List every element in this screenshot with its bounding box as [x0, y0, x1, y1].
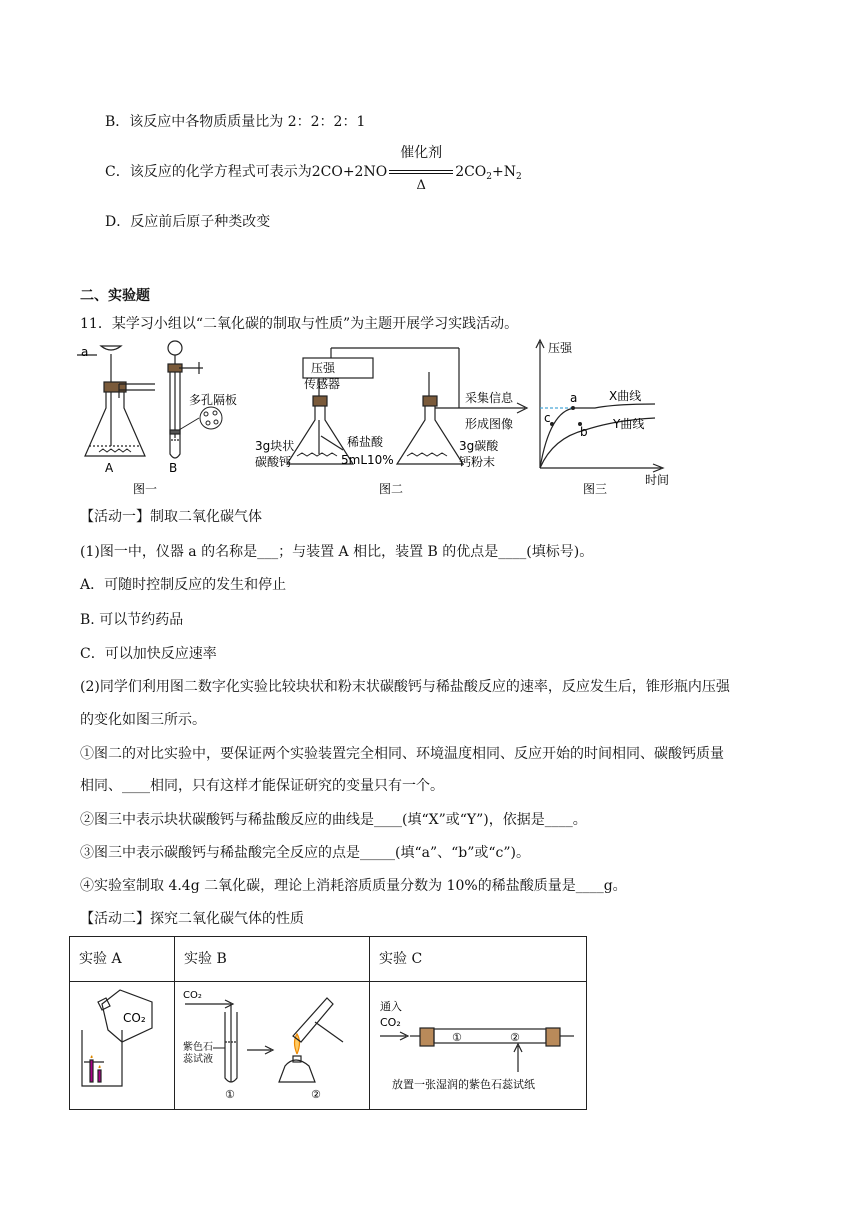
- exp-c-in-1: 通入: [380, 1000, 402, 1013]
- exp-c-num2: ②: [510, 1031, 520, 1044]
- question-2-2: ②图三中表示块状碳酸钙与稀盐酸反应的曲线是____(填“X”或“Y”)，依据是____。: [80, 812, 587, 828]
- exp-c-num1: ①: [452, 1031, 462, 1044]
- equation-line-top: [389, 170, 453, 171]
- reaction-condition: [387, 145, 455, 193]
- exp-c-svg: [370, 982, 586, 1105]
- header-exp-c: 实验 C: [370, 937, 587, 982]
- sensor-label-1: 压强: [311, 361, 336, 375]
- left-label-1: 3g块状: [255, 439, 295, 453]
- sensor-label-2: 传感器: [304, 377, 341, 391]
- question-11-stem: 11．某学习小组以“二氧化碳的制取与性质”为主题开展学习实践活动。: [80, 316, 519, 332]
- label-B: B: [169, 461, 178, 475]
- option-d: D．反应前后原子种类改变: [105, 214, 271, 230]
- exp-a-co2: CO₂: [123, 1011, 146, 1025]
- fig2-caption: 图二: [379, 482, 404, 496]
- question-1-option-a: A．可随时控制反应的发生和停止: [80, 577, 287, 593]
- label-A: A: [105, 461, 114, 475]
- question-2-4: ④实验室制取 4.4g 二氧化碳，理论上消耗溶质质量分数为 10%的稀盐酸质量是____g。: [80, 878, 627, 894]
- experiment-table: [69, 936, 587, 1110]
- question-2-1-line1: ①图二的对比实验中，要保证两个实验装置完全相同、环境温度相同、反应开始的时间相同、碳酸钙质量: [80, 746, 724, 762]
- question-1-option-b: B. 可以节约药品: [80, 612, 184, 628]
- question-1: (1)图一中，仪器 a 的名称是___；与装置 A 相比，装置 B 的优点是____(填标号)。: [80, 544, 594, 560]
- collect-label-1: 采集信息: [465, 391, 514, 405]
- exp-c-note: 放置一张湿润的紫色石蕊试纸: [392, 1078, 535, 1091]
- equation-product1: 2CO: [455, 164, 487, 180]
- fig3-xlabel: 时间: [645, 473, 670, 487]
- acid-label-2: 5mL10%: [341, 453, 394, 467]
- porous-plate-icon: [200, 407, 222, 429]
- collect-label-2: 形成图像: [465, 417, 514, 431]
- equation-reactants: 2CO+2NO: [311, 164, 388, 180]
- fig3-ylabel: 压强: [548, 341, 573, 355]
- question-1-option-c: C．可以加快反应速率: [80, 646, 217, 662]
- exp-b-num1: ①: [225, 1088, 235, 1101]
- exp-a-cell: [70, 982, 175, 1110]
- activity-1-title: 【活动一】制取二氧化碳气体: [80, 509, 262, 525]
- fig3-y-curve-label: Y曲线: [613, 417, 645, 431]
- exp-b-num2: ②: [311, 1088, 321, 1101]
- exp-b-co2: CO₂: [183, 990, 202, 1001]
- equation-product1-sub: 2: [486, 172, 493, 182]
- option-c-prefix: C．该反应的化学方程式可表示为: [105, 164, 312, 180]
- label-a: a: [81, 345, 89, 359]
- option-c: [105, 145, 522, 193]
- equation-line-bottom: [389, 173, 453, 174]
- acid-label-1: 稀盐酸: [347, 435, 384, 449]
- right-label-1: 3g碳酸: [459, 439, 499, 453]
- fig1-caption: 图一: [133, 482, 158, 496]
- header-exp-b: 实验 B: [175, 937, 370, 982]
- label-point-b: b: [580, 425, 588, 439]
- exp-a-svg: [70, 982, 170, 1105]
- section-title: 二、实验题: [80, 288, 150, 304]
- fig3-x-curve-label: X曲线: [609, 389, 642, 403]
- catalyst-label: 催化剂: [400, 145, 443, 161]
- question-2-line1: (2)同学们利用图二数字化实验比较块状和粉末状碳酸钙与稀盐酸反应的速率，反应发生后，锥形瓶内压强: [80, 679, 730, 695]
- equation-plus: +N: [492, 164, 517, 180]
- fig3-caption: 图三: [583, 482, 608, 496]
- header-exp-a: 实验 A: [70, 937, 175, 982]
- heat-symbol: Δ: [416, 178, 426, 193]
- right-label-2: 钙粉末: [459, 455, 496, 469]
- equation-product2-sub: 2: [516, 172, 522, 182]
- label-point-a: a: [570, 391, 578, 405]
- exp-b-liquid-1: 紫色石: [183, 1042, 213, 1053]
- point-a: [571, 406, 575, 410]
- exp-c-in-2: CO₂: [380, 1016, 401, 1029]
- x-curve: [540, 404, 655, 468]
- left-label-2: 碳酸钙: [255, 455, 292, 469]
- porous-plate-label: 多孔隔板: [189, 393, 238, 407]
- exp-b-svg: [175, 982, 365, 1105]
- label-point-c: c: [544, 411, 551, 425]
- apparatus-a: [77, 346, 155, 456]
- question-2-line2: 的变化如图三所示。: [80, 712, 206, 728]
- exp-c-cell: [370, 982, 587, 1110]
- activity-2-title: 【活动二】探究二氧化碳气体的性质: [80, 911, 304, 927]
- porous-pointer: [179, 418, 199, 430]
- exp-b-cell: [175, 982, 370, 1110]
- option-b: B．该反应中各物质质量比为 2：2：2：1: [105, 114, 366, 130]
- figures-svg: [75, 338, 675, 500]
- question-2-3: ③图三中表示碳酸钙与稀盐酸完全反应的点是_____(填“a”、“b”或“c”)。: [80, 845, 531, 861]
- question-2-1-line2: 相同、____相同，只有这样才能保证研究的变量只有一个。: [80, 778, 444, 794]
- figure3-axes: [536, 340, 663, 472]
- exp-b-liquid-2: 蕊试液: [183, 1054, 213, 1065]
